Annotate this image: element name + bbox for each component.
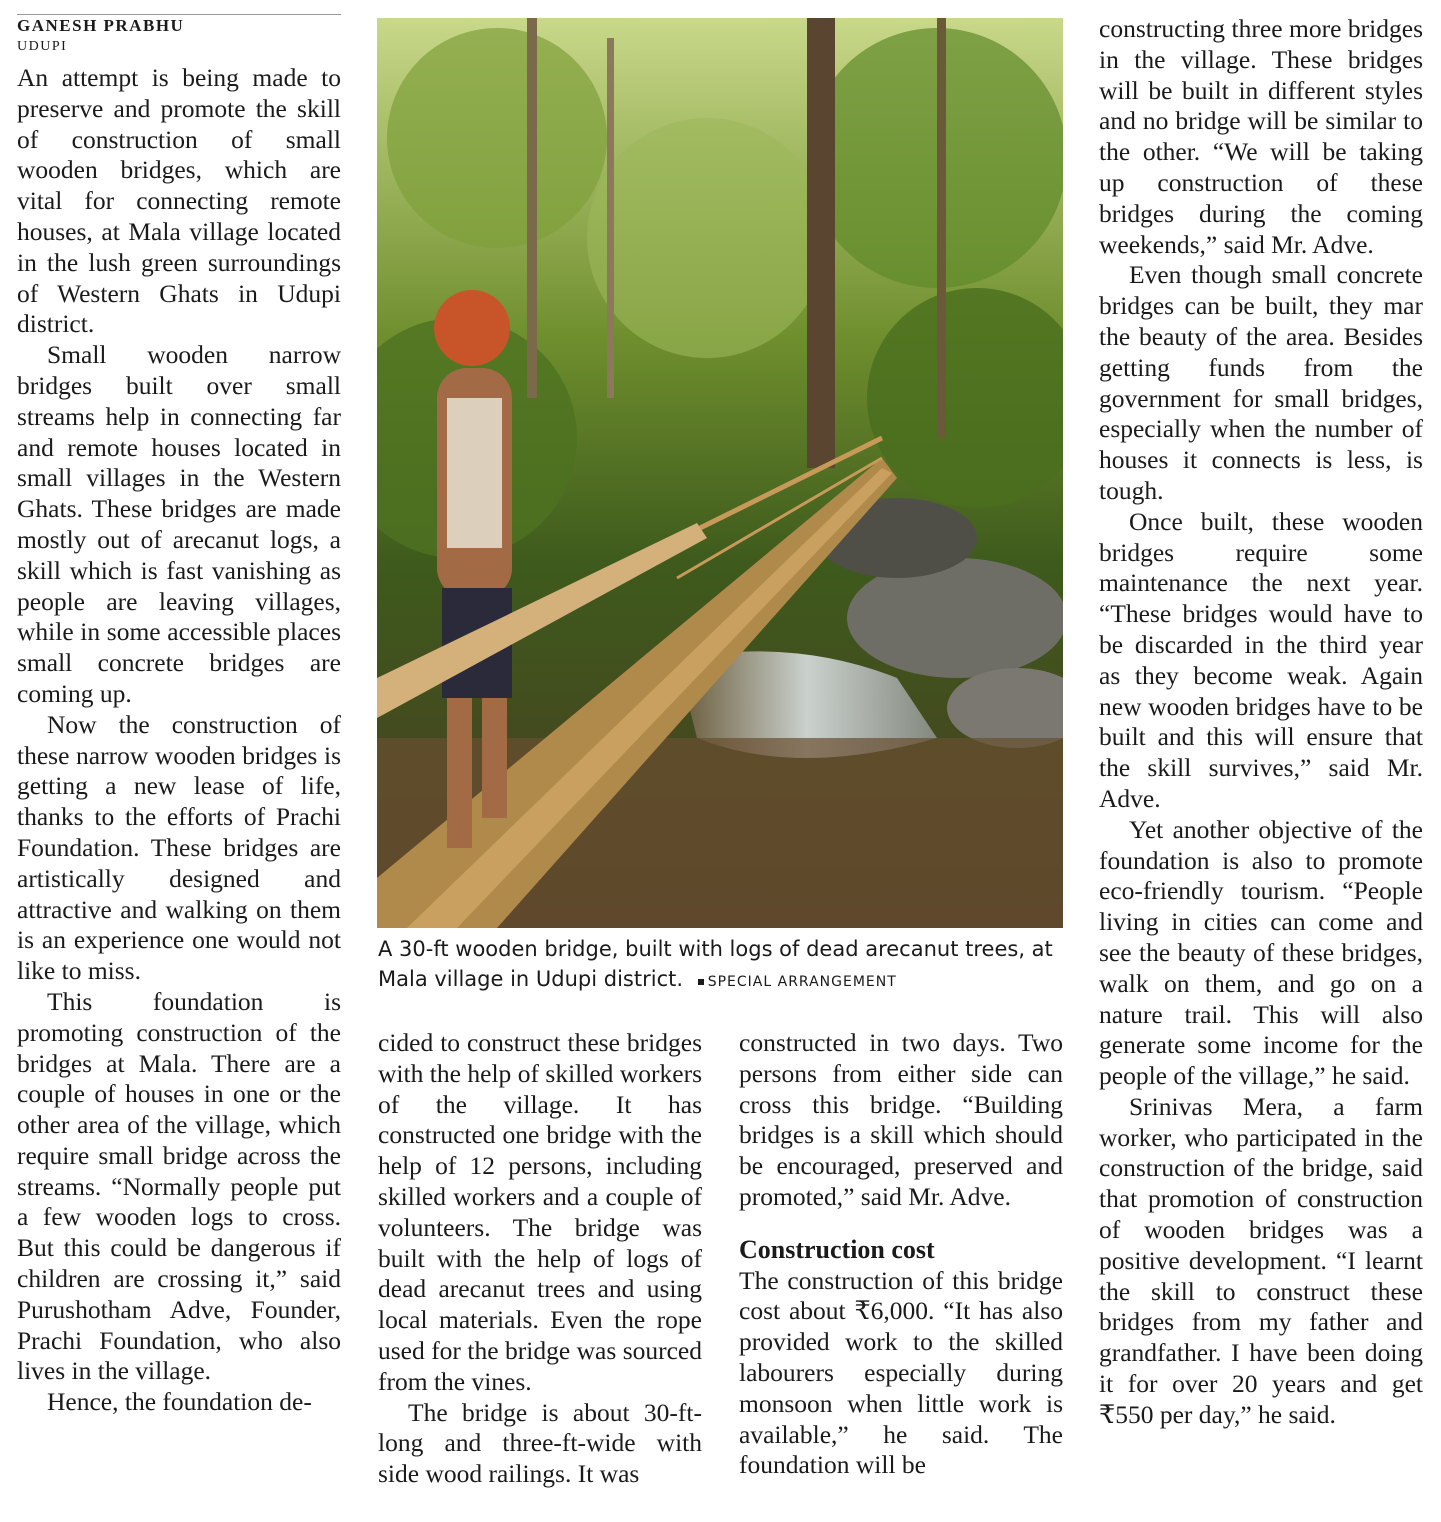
- paragraph: The construction of this bridge cost about ₹6,000. “It has also provided work to the skilled labourers especially during monsoon when little work is available,” he said. The foundation will be: [739, 1265, 1063, 1480]
- article-column-1: [17, 14, 341, 1418]
- paragraph: Even though small concrete bridges can be built, they mar the beauty of the area. Besides getting funds from the government for small bridges, especially when the number of houses it connects is less, is tough.: [1099, 260, 1423, 505]
- paragraph: An attempt is being made to preserve and promote the skill of construction of small wooden bridges, which are vital for connecting remote houses, at Mala village located in the lush green surroundings of Western Ghats in Udupi district.: [17, 63, 341, 339]
- bridge-photo: [377, 18, 1063, 928]
- article-column-3: [739, 1028, 1063, 1481]
- photo-caption: [378, 934, 1068, 997]
- paragraph: This foundation is promoting construction of the bridges at Mala. There are a couple of houses in one or the other area of the village, which require small bridge across the streams. “Normally people put a few wooden logs to cross. But this could be dangerous if children are crossing it,” said Purushotham Adve, Founder, Prachi Foundation, who also lives in the village.: [17, 986, 341, 1386]
- paragraph: cided to construct these bridges with the help of skilled workers of the village. It has constructed one bridge with the help of 12 persons, including skilled workers and a couple of volunteers. The bridge was built with the help of logs of dead arecanut trees and using local materials. Even the rope used for the bridge was sourced from the vines.: [378, 1028, 702, 1396]
- byline: GANESH PRABHU: [17, 14, 341, 37]
- paragraph: Small wooden narrow bridges built over small streams help in connecting far and remote houses located in small villages in the Western Ghats. These bridges are made mostly out of arecanut logs, a skill which is fast vanishing as people are leaving villages, while in some accessible places small concrete bridges are coming up.: [17, 340, 341, 708]
- subheading: Construction cost: [739, 1234, 935, 1264]
- paragraph: constructed in two days. Two persons from either side can cross this bridge. “Building bridges is a skill which should be encouraged, preserved and promoted,” said Mr. Adve.: [739, 1028, 1063, 1211]
- paragraph: Srinivas Mera, a farm worker, who participated in the construction of the bridge, said that promotion of construction of wooden bridges was a positive development. “I learnt the skill to construct these bridges from my father and grandfather. I have been doing it for over 20 years and get ₹550 per day,” he said.: [1099, 1091, 1423, 1429]
- paragraph: The bridge is about 30-ft-long and three-ft-wide with side wood railings. It was: [378, 1397, 702, 1489]
- article-column-4: [1099, 14, 1423, 1431]
- paragraph: constructing three more bridges in the village. These bridges will be built in different styles and no bridge will be similar to the other. “We will be taking up construction of these bridges during the coming weekends,” said Mr. Adve.: [1099, 14, 1423, 259]
- paragraph: Now the construction of these narrow wooden bridges is getting a new lease of life, thanks to the efforts of Prachi Foundation. These bridges are artistically designed and attractive and walking on them is an experience one would not like to miss.: [17, 709, 341, 986]
- article-column-2: [378, 1028, 702, 1490]
- dateline: UDUPI: [17, 39, 68, 54]
- paragraph: Hence, the foundation de-: [47, 1387, 312, 1417]
- photo-credit: SPECIAL ARRANGEMENT: [698, 974, 897, 990]
- caption-text: A 30-ft wooden bridge, built with logs of dead arecanut trees, at Mala village in Udupi district.: [378, 937, 1053, 991]
- paragraph: Yet another objective of the foundation is also to promote eco-friendly tourism. “People living in cities can come and see the beauty of these bridges, walk on them, and go on a nature trail. This will also generate some income for the people of the village,” he said.: [1099, 814, 1423, 1091]
- paragraph: Once built, these wooden bridges require some maintenance the next year. “These bridges would have to be discarded in the third year as they become weak. Again new wooden bridges have to be built and this will ensure that the skill survives,” said Mr. Adve.: [1099, 506, 1423, 813]
